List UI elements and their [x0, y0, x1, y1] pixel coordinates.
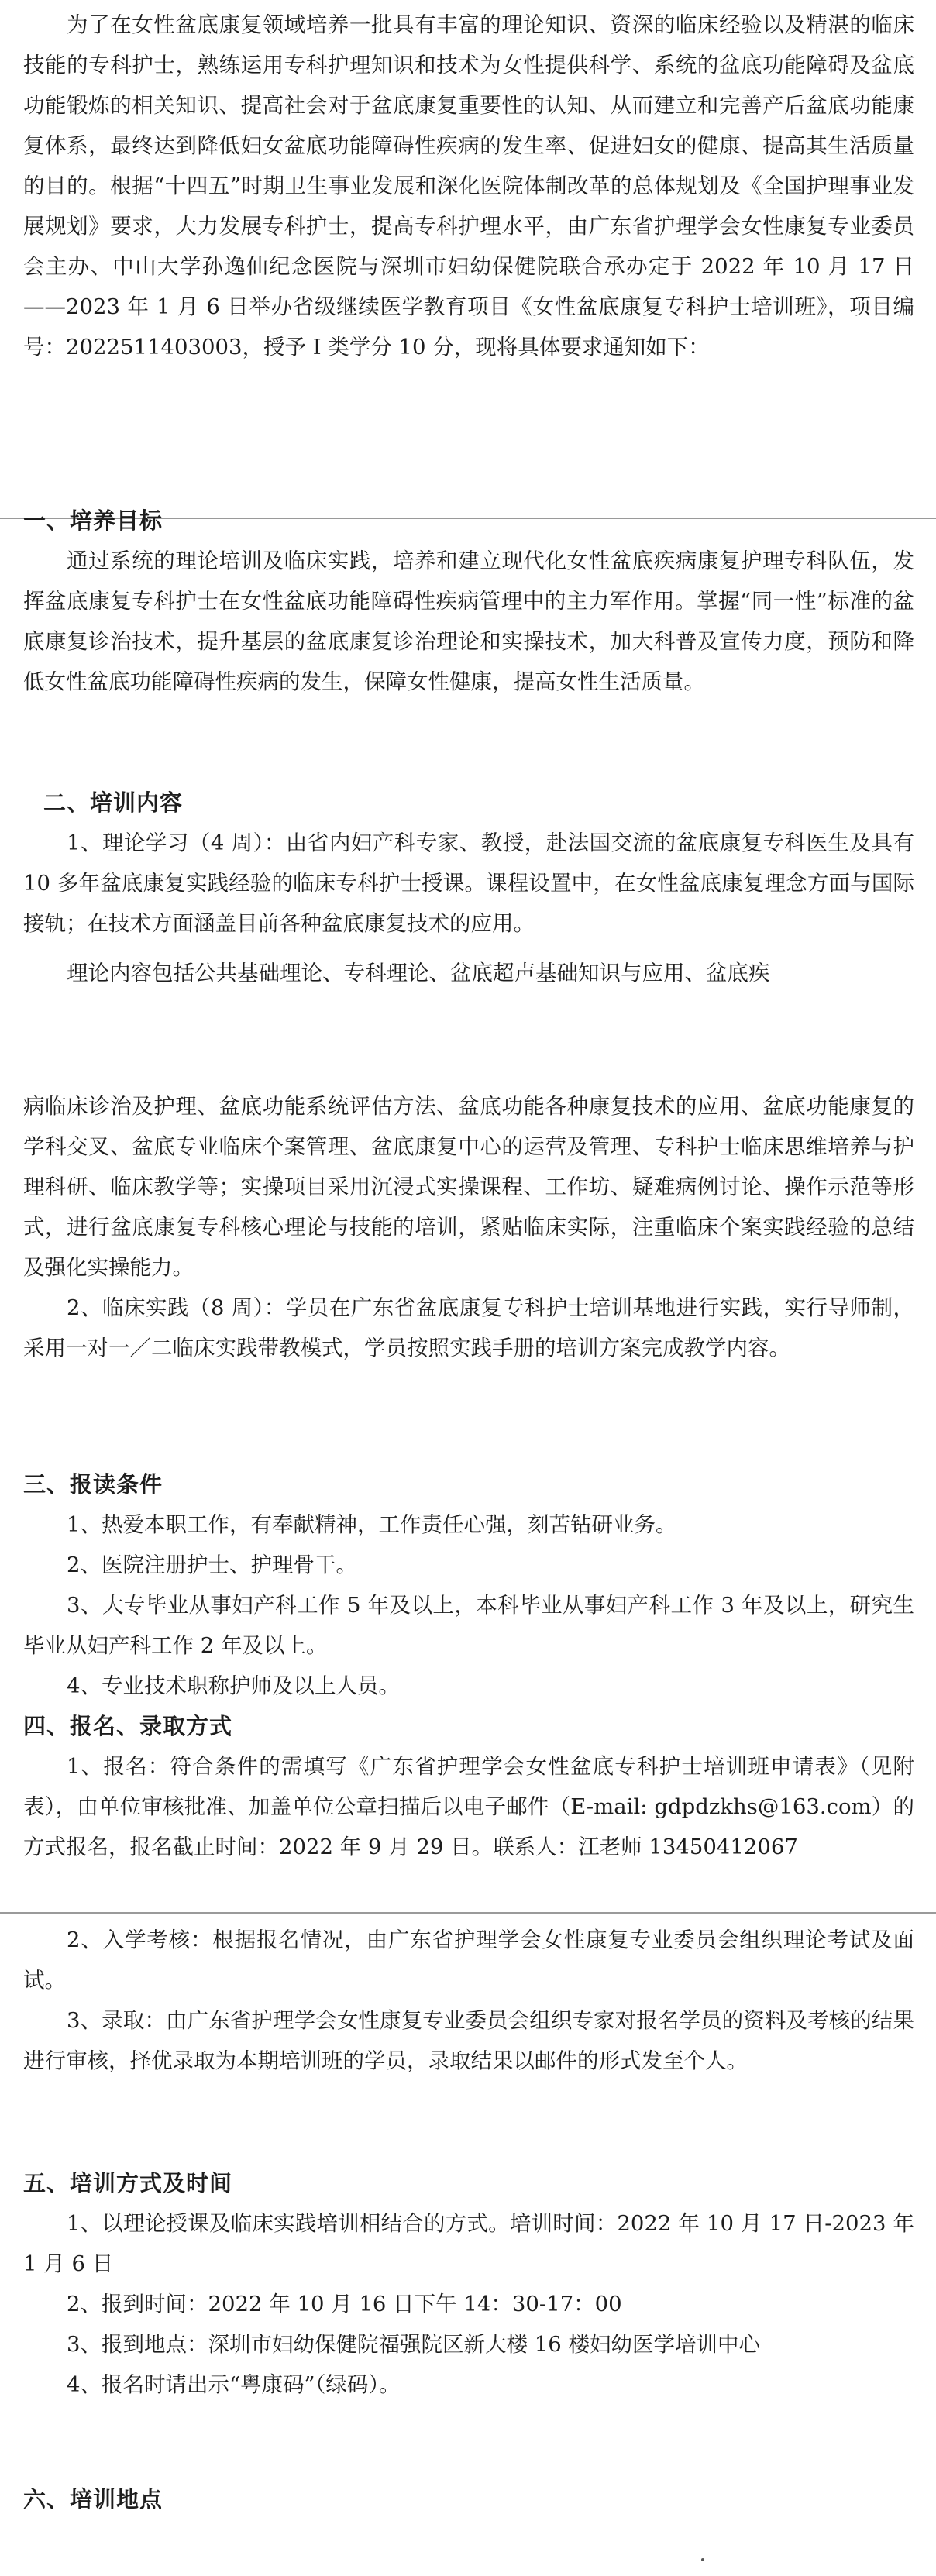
section-paragraph: 通过系统的理论培训及临床实践，培养和建立现代化女性盆底疾病康复护理专科队伍，发挥盆底康复专科护士在女性盆底功能障碍性疾病管理中的主力军作用。掌握“同一性”标准的盆底康复诊治技术，提升基层的盆底康复诊治理论和实操技术，加大科普及宣传力度，预防和降低女性盆底功能障碍性疾病的发生，保障女性健康，提高女性生活质量。: [23, 549, 914, 694]
theory-study-paragraph: 1、理论学习（4 周）：由省内妇产科专家、教授，赴法国交流的盆底康复专科医生及具有 10 多年盆底康复实践经验的临床专科护士授课。课程设置中，在女性盆底康复理念方面与国际接轨；在技术方面涵盖目前各种盆底康复技术的应用。: [23, 831, 914, 936]
section-heading: 一、培养目标: [23, 507, 163, 534]
theory-content-paragraph-start: 理论内容包括公共基础理论、专科理论、盆底超声基础知识与应用、盆底疾: [67, 961, 770, 985]
intro-section: [23, 5, 914, 367]
list-item: 2、入学考核：根据报名情况，由广东省护理学会女性康复专业委员会组织理论考试及面试。: [23, 1928, 914, 1993]
list-item: 2、医院注册护士、护理骨干。: [67, 1553, 357, 1577]
list-item: 1、热爱本职工作，有奉献精神，工作责任心强，刻苦钻研业务。: [67, 1512, 677, 1537]
list-item: 3、录取：由广东省护理学会女性康复专业委员会组织专家对报名学员的资料及考核的结果进行审核，择优录取为本期培训班的学员，录取结果以邮件的形式发至个人。: [23, 2008, 914, 2073]
section-registration-continued: [23, 1920, 914, 2081]
list-item: 4、专业技术职称护师及以上人员。: [67, 1673, 400, 1698]
list-item: 1、以理论授课及临床实践培训相结合的方式。培训时间：2022 年 10 月 17 日-2023 年 1 月 6 日: [23, 2211, 914, 2276]
list-item: 2、报到时间：2022 年 10 月 16 日下午 14：30-17：00: [67, 2292, 622, 2316]
section-training-location: [23, 2479, 914, 2519]
section-training-content-continued: [23, 1086, 914, 1368]
list-item: 4、报名时请出示“粤康码”（绿码）。: [67, 2372, 401, 2397]
scan-speck: [701, 2558, 704, 2561]
section-training-goals: [23, 500, 914, 702]
section-heading: 三、报读条件: [23, 1471, 163, 1498]
page-seam-divider: [0, 1912, 936, 1914]
intro-paragraph: 为了在女性盆底康复领域培养一批具有丰富的理论知识、资深的临床经验以及精湛的临床技能的专科护士，熟练运用专科护理知识和技术为女性提供科学、系统的盆底功能障碍及盆底功能锻炼的相关知识、提高社会对于盆底康复重要性的认知、从而建立和完善产后盆底功能康复体系，最终达到降低妇女盆底功能障碍性疾病的发生率、促进妇女的健康、提高其生活质量的目的。根据“十四五”时期卫生事业发展和深化医院体制改革的总体规划及《全国护理事业发展规划》要求，大力发展专科护士，提高专科护理水平，由广东省护理学会女性康复专业委员会主办、中山大学孙逸仙纪念医院与深圳市妇幼保健院联合承办定于 2022 年 10 月 17 日——2023 年 1 月 6 日举办省级继续医学教育项目《女性盆底康复专科护士培训班》，项目编号：2022511403003，授予 I 类学分 10 分，现将具体要求通知如下：: [23, 12, 914, 359]
section-heading: 六、培训地点: [23, 2486, 163, 2512]
clinical-practice-paragraph: 2、临床实践（8 周）：学员在广东省盆底康复专科护士培训基地进行实践，实行导师制，采用一对一／二临床实践带教模式，学员按照实践手册的培训方案完成教学内容。: [23, 1295, 914, 1360]
section-training-content: [23, 782, 914, 993]
section-heading: 二、培训内容: [43, 789, 184, 816]
section-heading: 五、培训方式及时间: [23, 2170, 233, 2196]
list-item: 1、报名：符合条件的需填写《广东省护理学会女性盆底专科护士培训班申请表》（见附表），由单位审核批准、加盖单位公章扫描后以电子邮件（E-mail: gdpdzkhs@163.com）的方式报名，报名截止时间：2022 年 9 月 29 日。联系人：江老师 13450412067: [23, 1754, 914, 1859]
section-registration: [23, 1706, 914, 1867]
list-item: 3、大专毕业从事妇产科工作 5 年及以上，本科毕业从事妇产科工作 3 年及以上，研究生毕业从妇产科工作 2 年及以上。: [23, 1593, 914, 1658]
section-eligibility: [23, 1464, 914, 1706]
theory-content-paragraph-end: 病临床诊治及护理、盆底功能系统评估方法、盆底功能各种康复技术的应用、盆底功能康复的学科交叉、盆底专业临床个案管理、盆底康复中心的运营及管理、专科护士临床思维培养与护理科研、临床教学等；实操项目采用沉浸式实操课程、工作坊、疑难病例讨论、操作示范等形式，进行盆底康复专科核心理论与技能的培训，紧贴临床实际，注重临床个案实践经验的总结及强化实操能力。: [23, 1094, 914, 1280]
section-training-schedule: [23, 2163, 914, 2405]
section-heading: 四、报名、录取方式: [23, 1713, 233, 1739]
list-item: 3、报到地点：深圳市妇幼保健院福强院区新大楼 16 楼妇幼医学培训中心: [67, 2332, 760, 2357]
